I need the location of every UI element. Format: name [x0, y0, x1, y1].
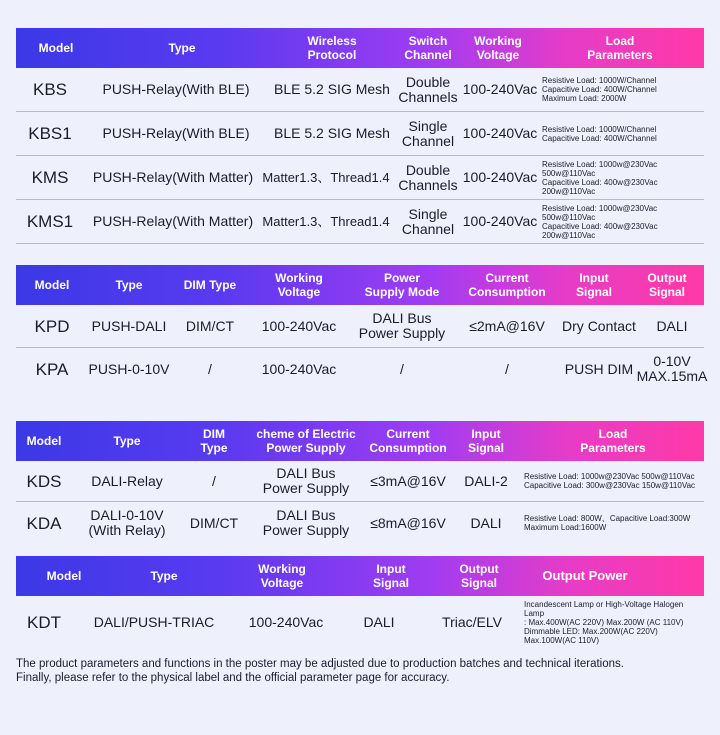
voltage-cell: 100-240Vac — [261, 317, 337, 334]
header-working-voltage: Working Voltage — [258, 562, 306, 590]
table-header — [16, 28, 704, 68]
model-cell: KDS — [26, 471, 62, 491]
voltage-cell: 100-240Vac — [248, 613, 324, 630]
protocol-cell: BLE 5.2 SIG Mesh — [274, 81, 390, 97]
model-cell: KMS1 — [26, 212, 74, 231]
protocol-cell: Matter1.3、Thread1.4 — [262, 214, 390, 229]
header-dim-type: DIM Type — [200, 427, 228, 455]
protocol-cell: BLE 5.2 SIG Mesh — [274, 125, 390, 141]
voltage-cell: 100-240Vac — [261, 360, 337, 377]
type-cell: PUSH-Relay(With BLE) — [102, 81, 250, 97]
table-header — [16, 421, 704, 461]
table-row — [16, 200, 704, 244]
dim-type-cell: DIM/CT — [189, 514, 239, 531]
header-model: Model — [46, 569, 82, 583]
header-type: Type — [150, 569, 178, 583]
type-cell: PUSH-Relay(With Matter) — [92, 213, 254, 229]
power-supply-cell: DALI Bus Power Supply — [262, 465, 350, 496]
spec-table-dali — [16, 421, 704, 544]
header-current-consumption: Current Consumption — [369, 427, 447, 455]
header-current-consumption: Current Consumption — [468, 271, 546, 299]
header-load-parameters: Load Parameters — [587, 34, 653, 62]
header-working-voltage: Working Voltage — [474, 34, 522, 62]
spec-table-ble-matter — [16, 28, 704, 244]
load-cell: Resistive Load: 1000w@230Vac 500w@110Vac Capacitive Load: 400w@230Vac 200w@110Vac — [542, 203, 658, 240]
type-cell: PUSH-Relay(With Matter) — [92, 169, 254, 185]
model-cell: KMS — [31, 168, 69, 187]
channel-cell: Double Channels — [398, 73, 458, 105]
header-power-supply-mode: Power Supply Mode — [364, 271, 440, 299]
channel-cell: Single Channel — [401, 205, 455, 237]
voltage-cell: 100-240Vac — [462, 169, 538, 185]
type-cell: DALI-0-10V (With Relay) — [88, 507, 166, 538]
model-cell: KBS — [32, 80, 68, 99]
table-row — [16, 461, 704, 502]
type-cell: DALI-Relay — [91, 472, 163, 489]
model-cell: KBS1 — [28, 124, 72, 143]
header-model: Model — [26, 434, 62, 448]
type-cell: DALI/PUSH-TRIAC — [93, 613, 215, 630]
header-model: Model — [38, 41, 74, 55]
model-cell: KPA — [35, 359, 69, 379]
table-row — [16, 68, 704, 112]
disclaimer-footnote: The product parameters and functions in the poster may be adjusted due to production batches and technical iterations. Finally, please refer to the physical label and the official parameter page for accuracy. — [16, 658, 624, 684]
voltage-cell: 100-240Vac — [462, 125, 538, 141]
type-cell: PUSH-Relay(With BLE) — [102, 125, 250, 141]
table-row — [16, 156, 704, 200]
input-signal-cell: DALI-2 — [464, 472, 508, 489]
header-wireless-protocol: Wireless Protocol — [307, 34, 357, 62]
table-row — [16, 348, 708, 390]
model-cell: KPD — [34, 316, 70, 336]
header-dim-type: DIM Type — [183, 278, 237, 292]
dim-type-cell: / — [208, 360, 212, 377]
voltage-cell: 100-240Vac — [462, 213, 538, 229]
output-signal-cell: DALI — [656, 317, 688, 334]
type-cell: PUSH-0-10V — [88, 360, 170, 377]
header-type: Type — [168, 41, 196, 55]
header-power-supply-scheme: cheme of Electric Power Supply — [256, 427, 356, 455]
protocol-cell: Matter1.3、Thread1.4 — [262, 170, 390, 185]
power-supply-cell: DALI Bus Power Supply — [358, 310, 446, 341]
header-input-signal: Input Signal — [372, 562, 409, 590]
input-signal-cell: DALI — [470, 514, 502, 531]
header-switch-channel: Switch Channel — [404, 34, 452, 62]
header-output-signal: Output Signal — [459, 562, 499, 590]
header-load-parameters: Load Parameters — [580, 427, 646, 455]
output-signal-cell: Triac/ELV — [442, 613, 502, 630]
spec-table-push — [16, 265, 708, 390]
header-type: Type — [115, 278, 143, 292]
header-model: Model — [34, 278, 70, 292]
power-supply-cell: DALI Bus Power Supply — [262, 507, 350, 538]
spec-table-triac — [16, 556, 704, 648]
voltage-cell: 100-240Vac — [462, 81, 538, 97]
current-cell: / — [505, 360, 509, 377]
table-row — [16, 502, 704, 544]
header-output-signal: Output Signal — [647, 271, 687, 299]
header-working-voltage: Working Voltage — [275, 271, 323, 299]
type-cell: PUSH-DALI — [91, 317, 167, 334]
current-cell: ≤3mA@16V — [370, 472, 446, 489]
input-signal-cell: Dry Contact — [562, 317, 636, 334]
output-signal-cell: 0-10V MAX.15mA — [636, 353, 708, 384]
channel-cell: Single Channel — [401, 117, 455, 149]
input-signal-cell: DALI — [363, 613, 395, 630]
header-input-signal: Input Signal — [467, 427, 504, 455]
dim-type-cell: DIM/CT — [185, 317, 235, 334]
output-power-cell: Incandescent Lamp or High-Voltage Halogen Lamp : Max.400W(AC 220V) Max.200W (AC 110V) Dimmable LED: Max.200W(AC 220V) Max.100W(AC 110V) — [524, 599, 684, 645]
table-row — [16, 596, 704, 648]
load-cell: Resistive Load: 1000W/Channel Capacitive Load: 400W/Channel — [542, 124, 657, 143]
model-cell: KDT — [27, 612, 61, 632]
load-cell: Resistive Load: 800W、Capacitive Load:300W Maximum Load:1600W — [524, 514, 691, 532]
input-signal-cell: PUSH DIM — [564, 360, 634, 377]
dim-type-cell: / — [212, 472, 216, 489]
model-cell: KDA — [26, 513, 62, 533]
load-cell: Resistive Load: 1000W/Channel Capacitive Load: 400W/Channel Maximum Load: 2000W — [542, 76, 657, 103]
header-input-signal: Input Signal — [575, 271, 612, 299]
power-supply-cell: / — [400, 360, 404, 377]
table-header — [16, 265, 704, 305]
table-row — [16, 112, 704, 156]
load-cell: Resistive Load: 1000w@230Vac 500w@110Vac Capacitive Load: 300w@230Vac 150w@110Vac — [524, 472, 696, 490]
table-row — [16, 305, 704, 348]
header-output-power: Output Power — [542, 568, 628, 583]
load-cell: Resistive Load: 1000w@230Vac 500w@110Vac Capacitive Load: 400w@230Vac 200w@110Vac — [542, 159, 658, 196]
channel-cell: Double Channels — [398, 161, 458, 193]
table-header — [16, 556, 704, 596]
current-cell: ≤8mA@16V — [370, 514, 446, 531]
header-type: Type — [113, 434, 141, 448]
current-cell: ≤2mA@16V — [469, 317, 545, 334]
